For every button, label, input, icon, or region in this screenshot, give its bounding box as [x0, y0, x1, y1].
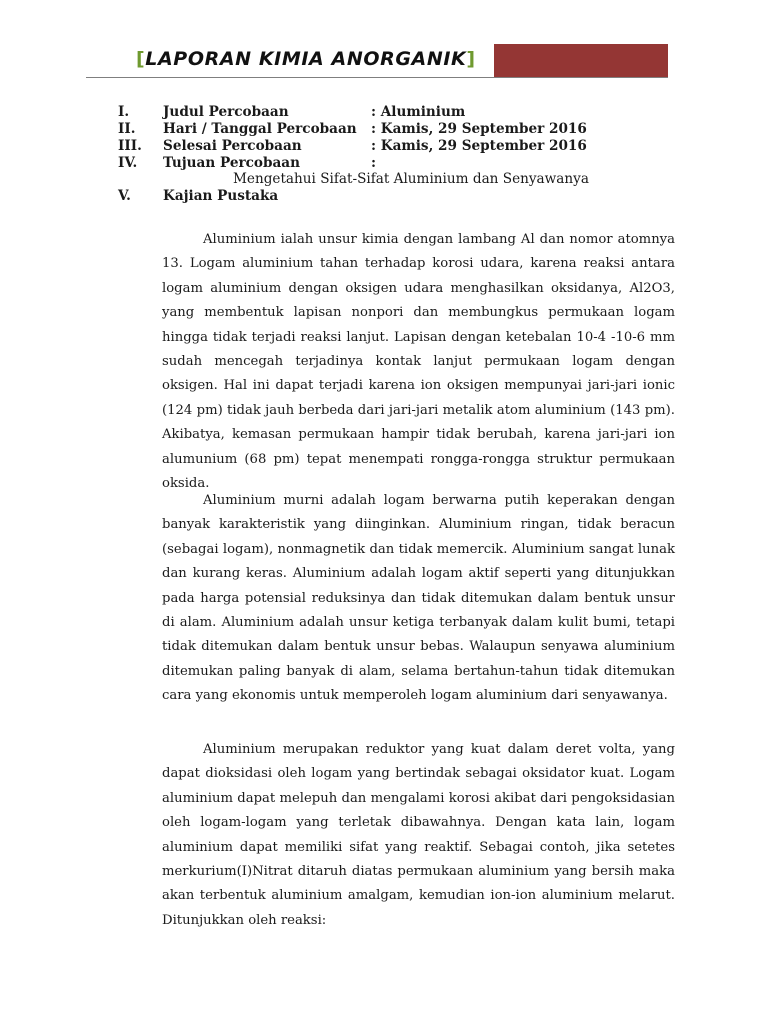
- body-paragraph: Aluminium merupakan reduktor yang kuat dalam deret volta, yang dapat dioksidasi oleh logam yang bertindak sebagai oksidator kuat. Logam aluminium dapat melepuh dan mengalami korosi akibat dari pengoksidasian oleh logam-logam yang terletak dibawahnya. Dengan kata lain, logam aluminium dapat memiliki sifat yang reaktif. Sebagai contoh, jika setetes merkurium(I)Nitrat ditaruh diatas permukaan aluminium yang bersih maka akan terbentuk aluminium amalgam, kemudian ion-ion aluminium melarut. Ditunjukkan oleh reaksi:: [162, 742, 675, 928]
- info-label: Tujuan Percobaan: [163, 155, 300, 171]
- info-label: Hari / Tanggal Percobaan: [163, 121, 357, 137]
- info-row-hari-tanggal: [118, 121, 678, 138]
- report-header: [86, 44, 668, 78]
- bracket-open: [: [136, 48, 146, 70]
- info-label: Judul Percobaan: [163, 104, 289, 120]
- experiment-purpose: Mengetahui Sifat-Sifat Aluminium dan Senyawanya: [233, 171, 589, 187]
- section-title: Kajian Pustaka: [163, 188, 279, 204]
- info-label: Selesai Percobaan: [163, 138, 302, 154]
- info-value: : Kamis, 29 September 2016: [371, 138, 587, 154]
- info-value: : Kamis, 29 September 2016: [371, 121, 587, 137]
- section-heading-kajian-pustaka: [118, 188, 518, 205]
- info-row-selesai: [118, 138, 678, 155]
- header-accent-bar: [494, 44, 668, 78]
- report-title: [136, 48, 476, 70]
- body-paragraph: Aluminium murni adalah logam berwarna putih keperakan dengan banyak karakteristik yang diinginkan. Aluminium ringan, tidak beracun (sebagai logam), nonmagnetik dan tidak memercik. Aluminium sangat lunak dan kurang keras. Aluminium adalah logam aktif seperti yang ditunjukkan pada harga potensial reduksinya dan tidak ditemukan dalam bentuk unsur di alam. Aluminium adalah unsur ketiga terbanyak dalam kulit bumi, tetapi tidak ditemukan dalam bentuk unsur bebas. Walaupun senyawa aluminium ditemukan paling banyak di alam, selama bertahun-tahun tidak ditemukan cara yang ekonomis untuk memperoleh logam aluminium dari senyawanya.: [162, 493, 675, 704]
- info-value: :: [371, 155, 377, 171]
- info-number: III.: [118, 138, 142, 154]
- section-number: V.: [118, 188, 131, 204]
- body-paragraph: Aluminium ialah unsur kimia dengan lambang Al dan nomor atomnya 13. Logam aluminium tahan terhadap korosi udara, karena reaksi antara logam aluminium dengan oksigen udara menghasilkan oksidanya, Al2O3, yang membentuk lapisan nonpori dan membungkus permukaan logam hingga tidak terjadi reaksi lanjut. Lapisan dengan ketebalan 10-4 -10-6 mm sudah mencegah terjadinya kontak lanjut permukaan logam dengan oksigen. Hal ini dapat terjadi karena ion oksigen mempunyai jari-jari ionic (124 pm) tidak jauh berbeda dari jari-jari metalik atom aluminium (143 pm). Akibatya, kemasan permukaan hampir tidak berubah, karena jari-jari ion alumunium (68 pm) tepat menempati rongga-rongga struktur permukaan oksida.: [162, 232, 675, 492]
- info-number: II.: [118, 121, 136, 137]
- report-title-text: LAPORAN KIMIA ANORGANIK: [145, 48, 467, 70]
- info-value: : Aluminium: [371, 104, 466, 120]
- info-row-judul: [118, 104, 678, 121]
- bracket-close: ]: [466, 48, 476, 70]
- info-row-tujuan: [118, 155, 678, 172]
- info-number: IV.: [118, 155, 138, 171]
- header-underline: [86, 77, 668, 78]
- experiment-info-table: [118, 104, 678, 172]
- info-number: I.: [118, 104, 130, 120]
